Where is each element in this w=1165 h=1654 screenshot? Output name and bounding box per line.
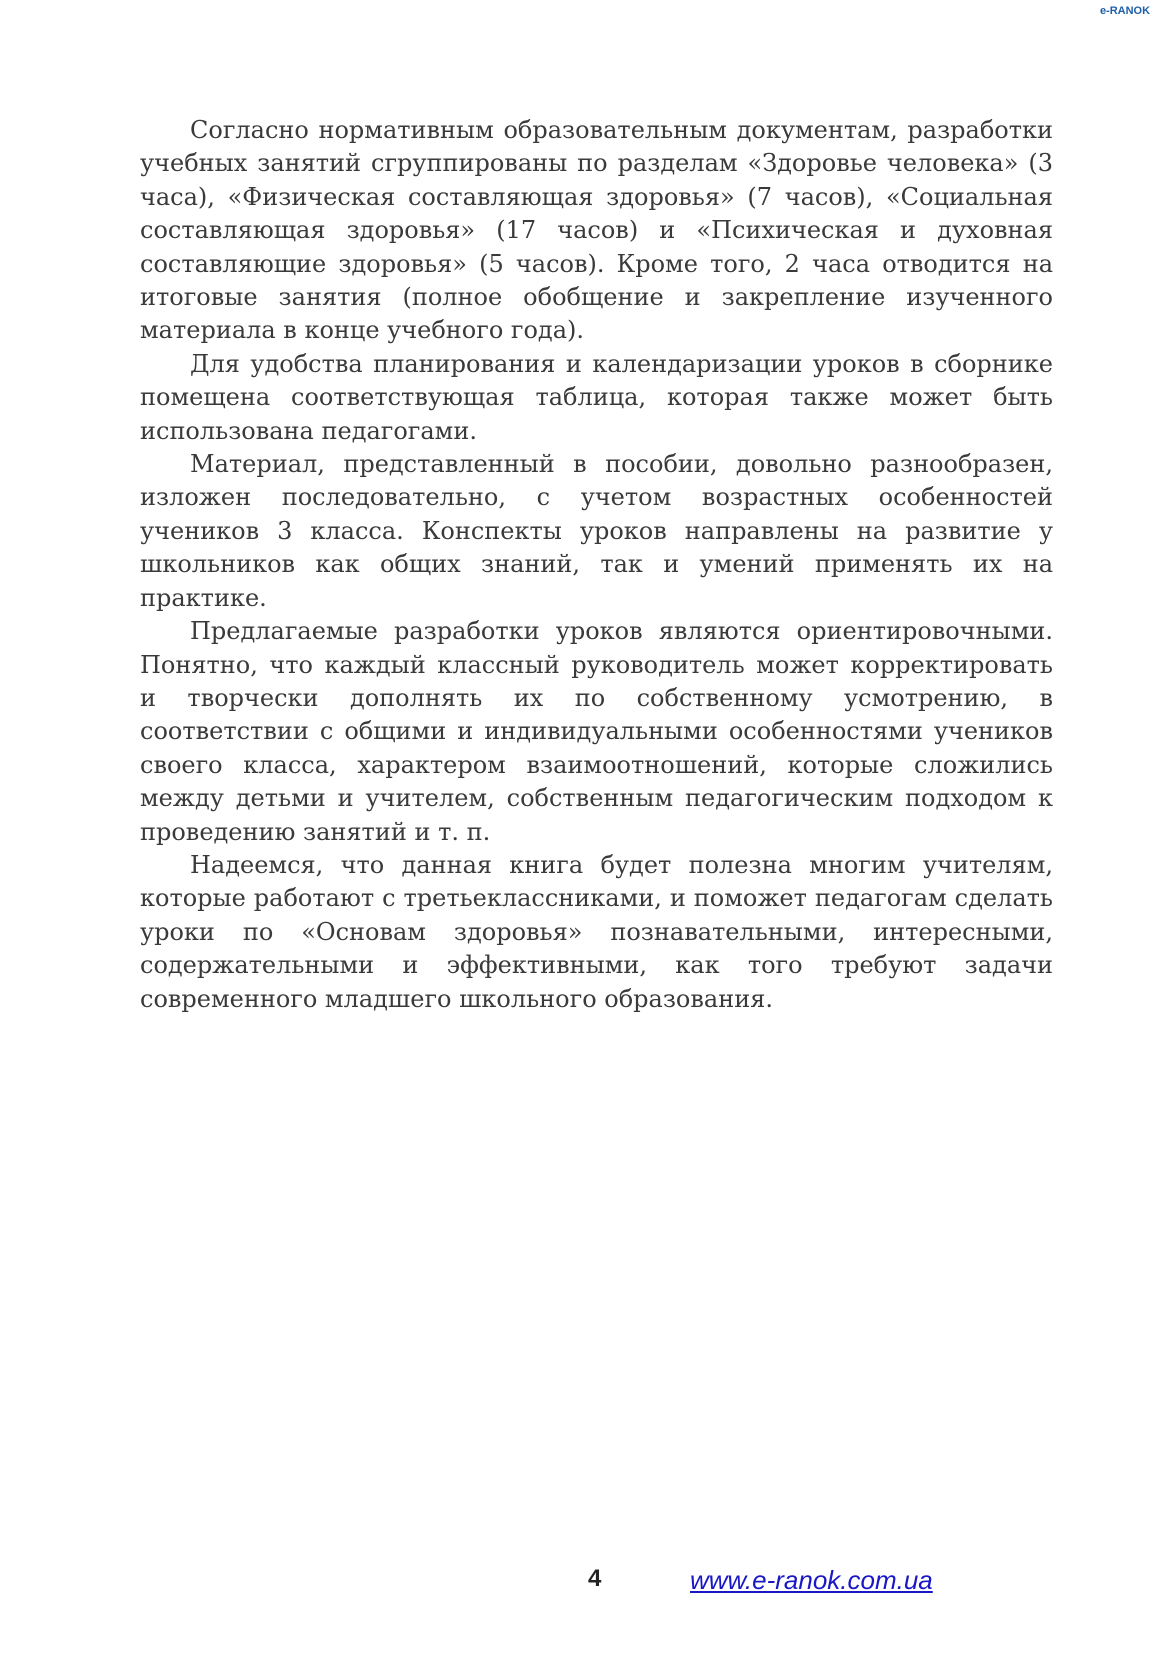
body-text [140,114,1053,1016]
publisher-logo [1098,2,1152,20]
paragraph: Надеемся, что данная книга будет полезна многим учителям, которые работают с третьеклассниками, и поможет педагогам сделать уроки по «Основам здоровья» познавательными, интересными, содержательными и эффективными, как того требуют задачи современного младшего школьного образования. [140,850,1053,1013]
page-footer [0,1565,1165,1605]
paragraph: Предлагаемые разработки уроков являются ориентировочными. Понятно, что каждый классный руководитель может корректировать и творчески дополнять их по собственному усмотрению, в соответствии с общими и индивидуальными особенностями учеников своего класса, характером взаимоотношений, которые сложились между детьми и учителем, собственным педагогическим подходом к проведению занятий и т. п. [140,617,1053,846]
paragraph: Для удобства планирования и календаризации уроков в сборнике помещена соответствующая таблица, которая также может быть использована педагогами. [140,349,1053,445]
page-number: 4 [588,1565,602,1592]
website-link[interactable]: www.e-ranok.com.ua [690,1565,933,1595]
paragraph: Согласно нормативным образовательным документам, разработки учебных занятий сгруппированы по разделам «Здоровье человека» (3 часа), «Физическая составляющая здоровья» (7 часов), «Социальная составляющая здоровья» (17 часов) и «Психическая и духовная составляющие здоровья» (5 часов). Кроме того, 2 часа отводится на итоговые занятия (полное обобщение и закрепление изученного материала в конце учебного года). [140,116,1053,345]
logo-text: e-RANOK [1099,5,1151,17]
paragraph: Материал, представленный в пособии, довольно разнообразен, изложен последовательно, с учетом возрастных особенностей учеников 3 класса. Конспекты уроков направлены на развитие у школьников как общих знаний, так и умений применять их на практике. [140,450,1053,612]
